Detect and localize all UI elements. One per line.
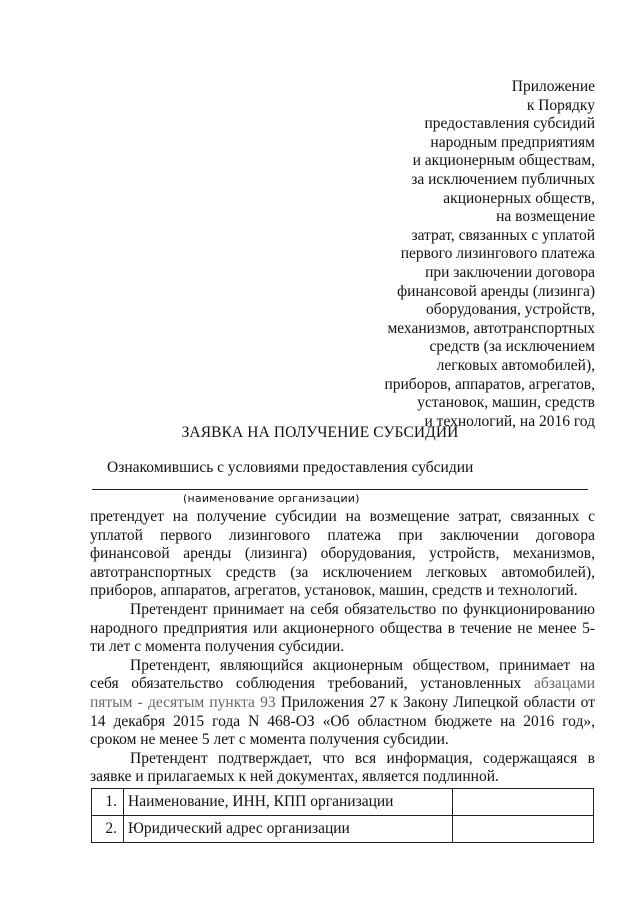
row-value-field[interactable] bbox=[453, 816, 594, 843]
appendix-line: оборудования, устройств, bbox=[425, 301, 595, 319]
appendix-line: средств (за исключением bbox=[429, 338, 595, 356]
paragraph-confirmation: Претендент подтверждает, что вся информация, содержащаяся в заявке и прилагаемых к ней документах, является подлинной. bbox=[90, 749, 595, 786]
appendix-line: при заключении договора bbox=[425, 263, 595, 281]
appendix-line: первого лизингового платежа bbox=[400, 245, 595, 263]
row-number: 1. bbox=[92, 789, 124, 816]
appendix-line: за исключением публичных bbox=[411, 170, 595, 188]
table-row bbox=[92, 816, 594, 843]
appendix-line: легковых автомобилей), bbox=[436, 356, 595, 374]
table-row bbox=[92, 789, 594, 816]
law-reference-link[interactable]: абзацами пятым - десятым пункта 93 bbox=[90, 675, 595, 711]
appendix-line: к Порядку bbox=[526, 96, 595, 114]
appendix-header bbox=[384, 78, 595, 431]
paragraph-claim: претендует на получение субсидии на возмещение затрат, связанных с уплатой первого лизингового платежа при заключении договора финансовой аренды (лизинга) оборудования, устройств, механизмов, автотранспортных средств (за исключением легковых автомобилей), приборов, аппаратов, агрегатов, установок, машин, средств и технологий. bbox=[90, 508, 595, 600]
appendix-line: финансовой аренды (лизинга) bbox=[397, 282, 595, 300]
paragraph-requirements-part1: Претендент, являющийся акционерным обществом, принимает на себя обязательство соблюдения требований, установленных bbox=[90, 656, 595, 693]
appendix-line: народным предприятиям bbox=[430, 133, 595, 151]
application-body bbox=[90, 508, 595, 787]
appendix-line: затрат, связанных с уплатой bbox=[411, 226, 595, 244]
appendix-line: Приложение bbox=[511, 78, 595, 95]
paragraph-requirements-part2: Приложения 27 к Закону Липецкой области от 14 декабря 2015 года N 468-ОЗ «Об областном бюджете на 2016 год», сроком не менее 5 лет с момента получения субсидии. bbox=[90, 693, 595, 749]
appendix-line: предоставления субсидий bbox=[424, 115, 595, 133]
organization-name-field[interactable] bbox=[92, 489, 588, 490]
row-label: Наименование, ИНН, КПП организации bbox=[124, 789, 453, 816]
intro-text: Ознакомившись с условиями предоставления субсидии bbox=[107, 459, 474, 476]
paragraph-obligation: Претендент принимает на себя обязательство по функционированию народного предприятия или акционерного общества в течение не менее 5-ти лет с момента получения субсидии. bbox=[90, 600, 595, 656]
appendix-line: и технологий, на 2016 год bbox=[424, 412, 595, 430]
appendix-line: акционерных обществ, bbox=[443, 189, 595, 207]
appendix-line: установок, машин, средств bbox=[417, 394, 595, 412]
row-label: Юридический адрес организации bbox=[124, 816, 453, 843]
row-value-field[interactable] bbox=[453, 789, 594, 816]
appendix-line: на возмещение bbox=[496, 208, 595, 226]
row-number: 2. bbox=[92, 816, 124, 843]
organization-name-caption: (наименование организации) bbox=[183, 492, 360, 505]
appendix-line: механизмов, автотранспортных bbox=[387, 319, 595, 337]
organization-info-table bbox=[91, 788, 594, 843]
document-title: ЗАЯВКА НА ПОЛУЧЕНИЕ СУБСИДИИ bbox=[181, 424, 459, 441]
paragraph-requirements bbox=[90, 657, 595, 750]
appendix-line: и акционерным обществам, bbox=[412, 152, 595, 170]
appendix-line: приборов, аппаратов, агрегатов, bbox=[384, 375, 595, 393]
